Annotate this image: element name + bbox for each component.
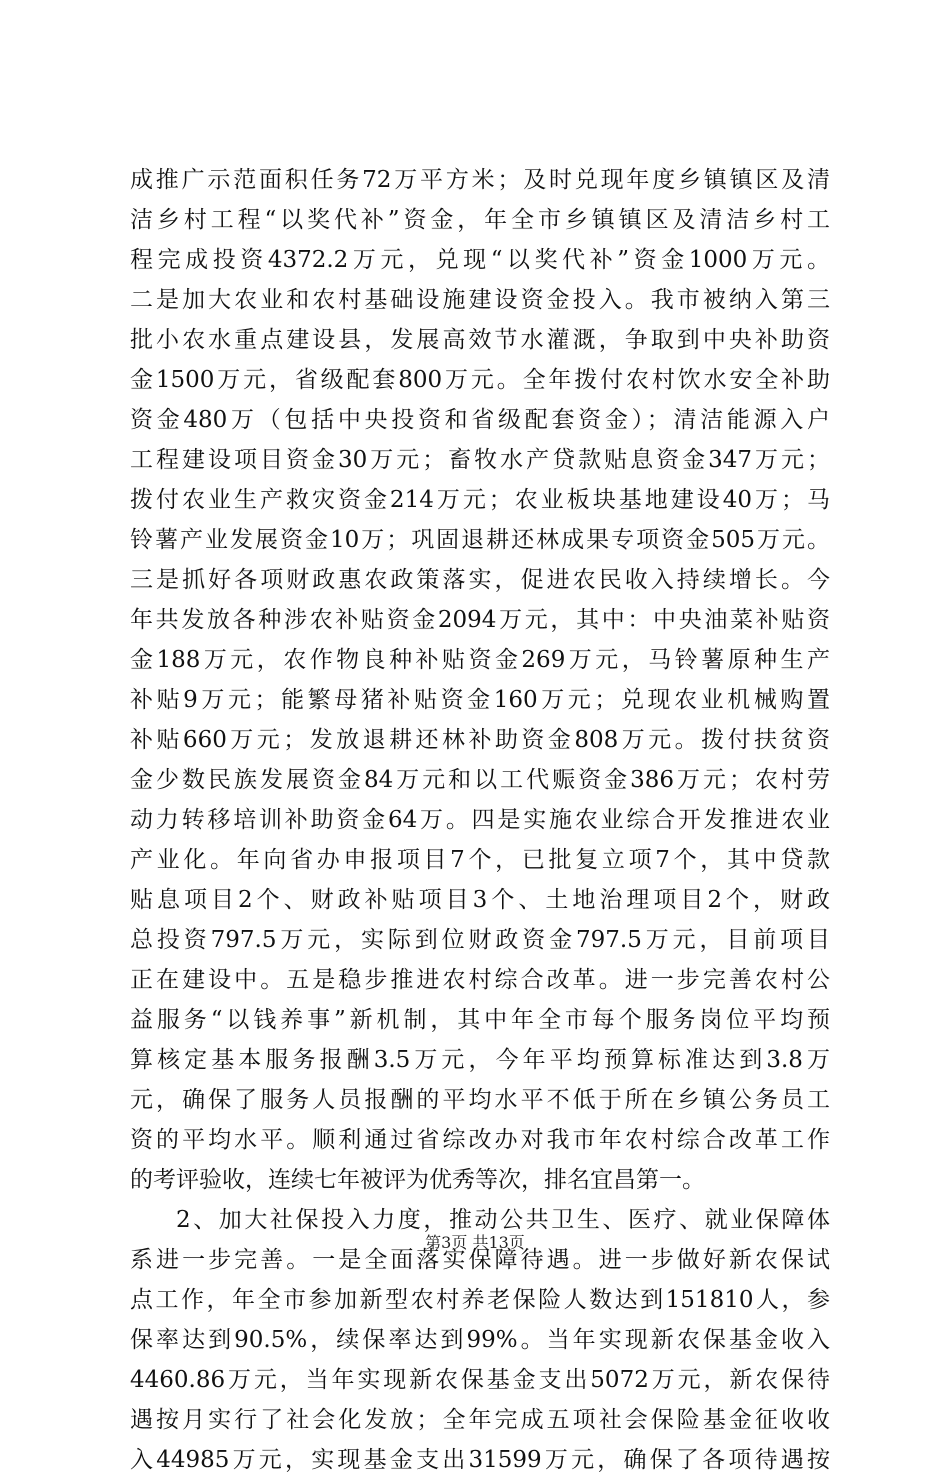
text-line: 元，确保了服务人员报酬的平均水平不低于所在乡镇公务员工 <box>130 1087 830 1113</box>
text-line: 三是抓好各项财政惠农政策落实，促进农民收入持续增长。今 <box>130 567 830 593</box>
text-line: 拨付农业生产救灾资金214万元；农业板块基地建设40万；马 <box>130 487 830 513</box>
text-line: 铃薯产业发展资金10万；巩固退耕还林成果专项资金505万元。 <box>130 527 830 553</box>
paragraph-start-line: 2、加大社保投入力度，推动公共卫生、医疗、就业保障体 <box>176 1207 830 1233</box>
text-line: 补贴9万元；能繁母猪补贴资金160万元；兑现农业机械购置 <box>130 687 830 713</box>
text-line: 批小农水重点建设县，发展高效节水灌溉，争取到中央补助资 <box>130 327 830 353</box>
text-line: 算核定基本服务报酬3.5万元，今年平均预算标准达到3.8万 <box>130 1047 830 1073</box>
text-line: 洁乡村工程“以奖代补”资金，年全市乡镇镇区及清洁乡村工 <box>130 207 830 233</box>
text-line: 补贴660万元；发放退耕还林补助资金808万元。拨付扶贫资 <box>130 727 830 753</box>
text-line: 金1500万元，省级配套800万元。全年拨付农村饮水安全补助 <box>130 367 830 393</box>
text-line: 点工作，年全市参加新型农村养老保险人数达到151810人，参 <box>130 1287 830 1313</box>
text-line: 动力转移培训补助资金64万。四是实施农业综合开发推进农业 <box>130 807 830 833</box>
text-line: 4460.86万元，当年实现新农保基金支出5072万元，新农保待 <box>130 1367 830 1393</box>
text-line: 程完成投资4372.2万元，兑现“以奖代补”资金1000万元。 <box>130 247 830 273</box>
text-line: 成推广示范面积任务72万平方米；及时兑现年度乡镇镇区及清 <box>130 167 830 193</box>
body-text <box>130 160 830 1480</box>
text-line: 益服务“以钱养事”新机制，其中年全市每个服务岗位平均预 <box>130 1007 830 1033</box>
text-line: 遇按月实行了社会化发放；全年完成五项社会保险基金征收收 <box>130 1407 830 1433</box>
text-line: 资金480万（包括中央投资和省级配套资金）；清洁能源入户 <box>130 407 830 433</box>
text-line: 正在建设中。五是稳步推进农村综合改革。进一步完善农村公 <box>130 967 830 993</box>
page-number-footer: 第3页 共13页 <box>425 1233 525 1252</box>
text-line: 二是加大农业和农村基础设施建设资金投入。我市被纳入第三 <box>130 287 830 313</box>
text-line: 资的平均水平。顺利通过省综改办对我市年农村综合改革工作 <box>130 1127 830 1153</box>
text-line: 系进一步完善。一是全面落实保障待遇。进一步做好新农保试 <box>130 1247 830 1273</box>
text-line: 保率达到90.5%，续保率达到99%。当年实现新农保基金收入 <box>130 1327 830 1353</box>
paragraph-end-line: 的考评验收，连续七年被评为优秀等次，排名宜昌第一。 <box>130 1167 705 1193</box>
text-line: 金少数民族发展资金84万元和以工代赈资金386万元；农村劳 <box>130 767 830 793</box>
text-line: 年共发放各种涉农补贴资金2094万元，其中：中央油菜补贴资 <box>130 607 830 633</box>
text-line: 贴息项目2个、财政补贴项目3个、土地治理项目2个，财政 <box>130 887 830 913</box>
text-line: 工程建设项目资金30万元；畜牧水产贷款贴息资金347万元； <box>130 447 830 473</box>
text-line: 产业化。年向省办申报项目7个，已批复立项7个，其中贷款 <box>130 847 830 873</box>
text-line: 入44985万元，实现基金支出31599万元，确保了各项待遇按 <box>130 1447 830 1473</box>
text-line: 总投资797.5万元，实际到位财政资金797.5万元，目前项目 <box>130 927 830 953</box>
text-line: 金188万元，农作物良种补贴资金269万元，马铃薯原种生产 <box>130 647 830 673</box>
